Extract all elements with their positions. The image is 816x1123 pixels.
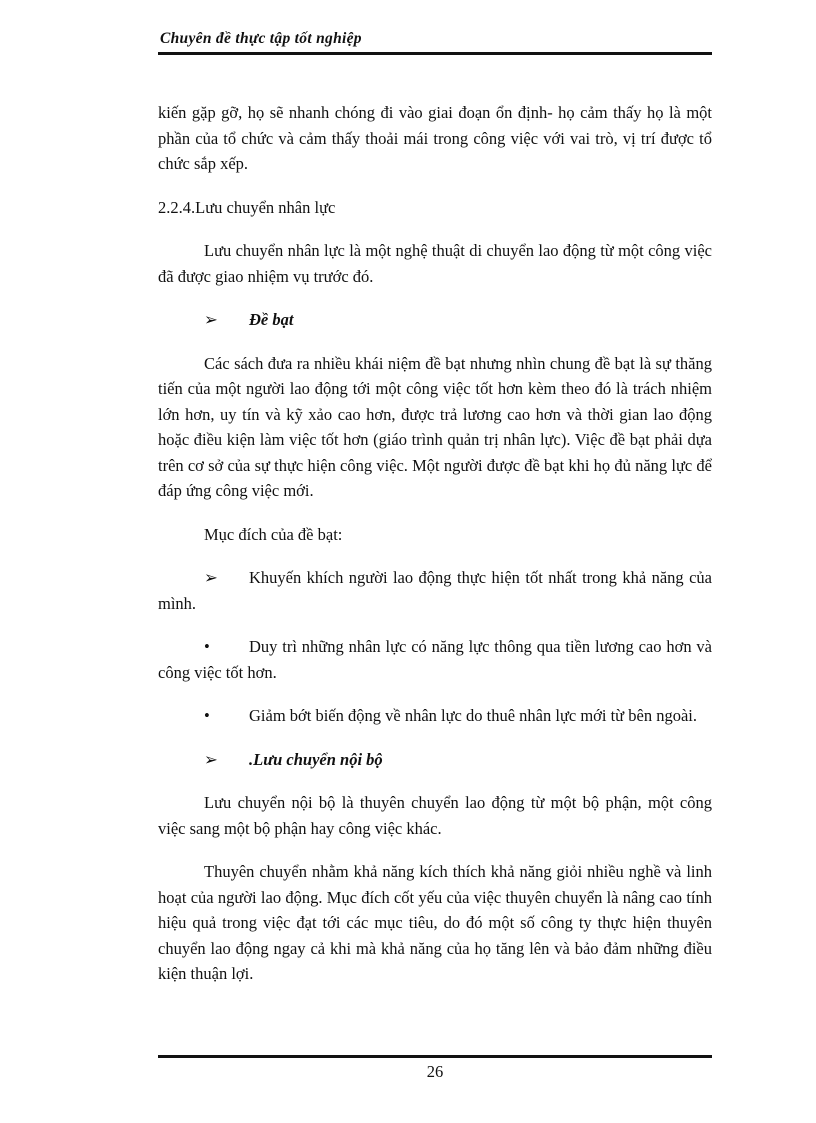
list-item-text: Giảm bớt biến động về nhân lực do thuê nhân lực mới từ bên ngoài.	[249, 706, 697, 725]
list-item-text: Khuyến khích người lao động thực hiện tốt nhất trong khả năng của mình.	[158, 568, 712, 613]
subheading-luu-chuyen-noi-bo-text: .Lưu chuyển nội bộ	[249, 749, 383, 769]
dot-bullet-icon: •	[204, 637, 210, 656]
page-content	[158, 100, 712, 1005]
list-item	[158, 565, 712, 616]
arrow-bullet-icon: ➢	[204, 749, 218, 769]
header-title: Chuyên đề thực tập tốt nghiệp	[160, 30, 362, 47]
paragraph-thuyen-chuyen: Thuyên chuyển nhằm khả năng kích thích khả năng giỏi nhiều nghề và linh hoạt của người lao động. Mục đích cốt yếu của việc thuyên chuyển là nâng cao tính hiệu quả trong việc đạt tới các mục tiêu, do đó một số công ty thực hiện thuyên chuyển lao động ngay cả khi mà khả năng của họ tăng lên và bảo đảm những điều kiện thuận lợi.	[158, 862, 712, 983]
arrow-bullet-icon: ➢	[204, 310, 218, 329]
paragraph-definition: Lưu chuyển nhân lực là một nghệ thuật di chuyển lao động từ một công việc đã được giao nhiệm vụ trước đó.	[158, 241, 712, 286]
list-item	[158, 634, 712, 685]
arrow-bullet-icon: ➢	[204, 568, 218, 587]
list-item	[158, 703, 712, 729]
page-header	[158, 30, 712, 55]
paragraph-muc-dich: Mục đích của đề bạt:	[204, 524, 343, 544]
header-rule	[158, 52, 712, 55]
dot-bullet-icon: •	[204, 706, 210, 725]
page-number: 26	[426, 1062, 444, 1081]
page-footer	[158, 1055, 712, 1082]
paragraph-continuation: kiến gặp gỡ, họ sẽ nhanh chóng đi vào giai đoạn ổn định- họ cảm thấy họ là một phần của tổ chức và cảm thấy thoải mái trong công việc với vai trò, vị trí được tổ chức sắp xếp.	[158, 103, 712, 173]
section-heading: 2.2.4.Lưu chuyển nhân lực	[158, 197, 336, 217]
footer-rule	[158, 1055, 712, 1058]
paragraph-noi-bo-definition: Lưu chuyển nội bộ là thuyên chuyển lao động từ một bộ phận, một công việc sang một bộ phận hay công việc khác.	[158, 793, 712, 838]
subheading-de-bat-text: Đề bạt	[249, 310, 294, 329]
subheading-de-bat	[158, 307, 712, 333]
subheading-luu-chuyen-noi-bo	[158, 747, 712, 773]
paragraph-de-bat: Các sách đưa ra nhiều khái niệm đề bạt nhưng nhìn chung đề bạt là sự thăng tiến của một người lao động tới một công việc tốt hơn kèm theo đó là trách nhiệm lớn hơn, uy tín và kỹ xảo cao hơn, được trả lương cao hơn và thời gian lao động hoặc điều kiện làm việc tốt hơn (giáo trình quản trị nhân lực). Việc đề bạt phải dựa trên cơ sở của sự thực hiện công việc. Một người được đề bạt khi họ đủ năng lực để đáp ứng công việc mới.	[158, 353, 712, 500]
list-item-text: Duy trì những nhân lực có năng lực thông qua tiền lương cao hơn và công việc tốt hơn.	[158, 637, 712, 682]
